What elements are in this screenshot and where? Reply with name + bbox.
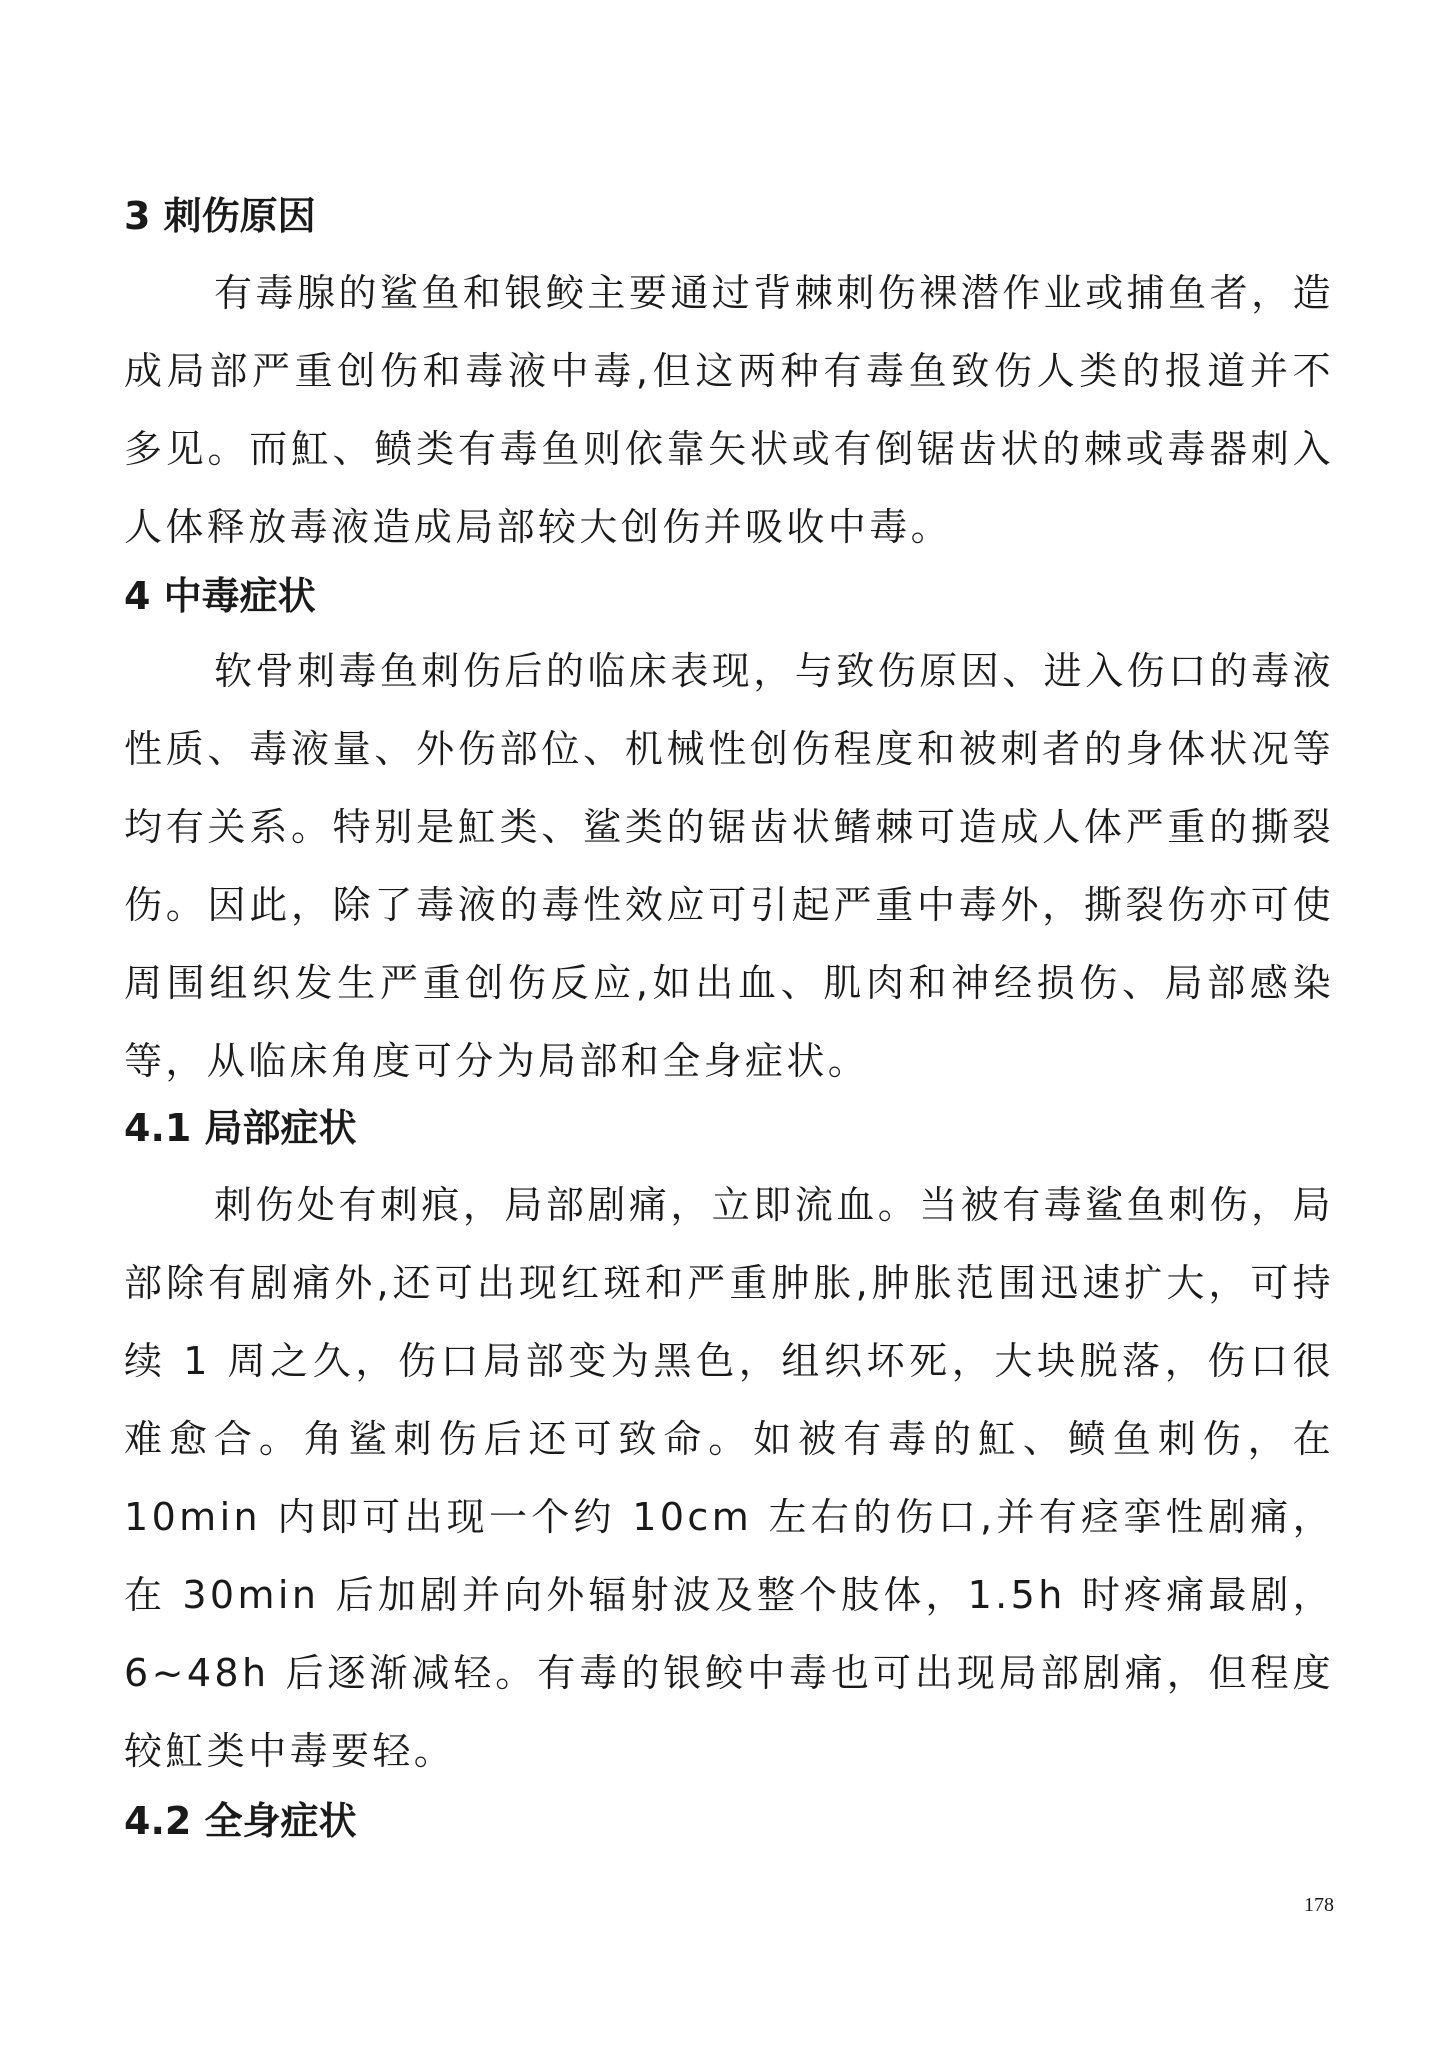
section-heading-4-1: 4.1 局部症状 bbox=[124, 1106, 357, 1150]
paragraph-local-symptoms: 刺伤处有刺痕，局部剧痛，立即流血。当被有毒鲨鱼刺伤，局部除有剧痛外,还可出现红斑和严重肿胀,肿胀范围迅速扩大，可持续 1 周之久，伤口局部变为黑色，组织坏死，大块脱落，伤口很难愈合。角鲨刺伤后还可致命。如被有毒的魟、鲼鱼刺伤，在 10min 内即可出现一个约 10cm 左右的伤口,并有痉挛性剧痛，在 30min 后加剧并向外辐射波及整个肢体，1.5h 时疼痛最剧，6~48h 后逐渐减轻。有毒的银鲛中毒也可出现局部剧痛，但程度较魟类中毒要轻。 bbox=[124, 1183, 1334, 1773]
section-heading-4-2: 4.2 全身症状 bbox=[124, 1799, 357, 1843]
page-number: 178 bbox=[1304, 1894, 1334, 1916]
paragraph-poisoning-symptoms: 软骨刺毒鱼刺伤后的临床表现，与致伤原因、进入伤口的毒液性质、毒液量、外伤部位、机械性创伤程度和被刺者的身体状况等均有关系。特别是魟类、鲨类的锯齿状鳍棘可造成人体严重的撕裂伤。因此，除了毒液的毒性效应可引起严重中毒外，撕裂伤亦可使周围组织发生严重创伤反应,如出血、肌肉和神经损伤、局部感染等，从临床角度可分为局部和全身症状。 bbox=[124, 649, 1334, 1083]
section-heading-4: 4 中毒症状 bbox=[124, 574, 316, 618]
section-heading-3: 3 刺伤原因 bbox=[124, 194, 316, 238]
paragraph-injury-causes: 有毒腺的鲨鱼和银鲛主要通过背棘刺伤裸潜作业或捕鱼者，造成局部严重创伤和毒液中毒,但这两种有毒鱼致伤人类的报道并不多见。而魟、鲼类有毒鱼则依靠矢状或有倒锯齿状的棘或毒器刺入人体释放毒液造成局部较大创伤并吸收中毒。 bbox=[124, 271, 1334, 549]
